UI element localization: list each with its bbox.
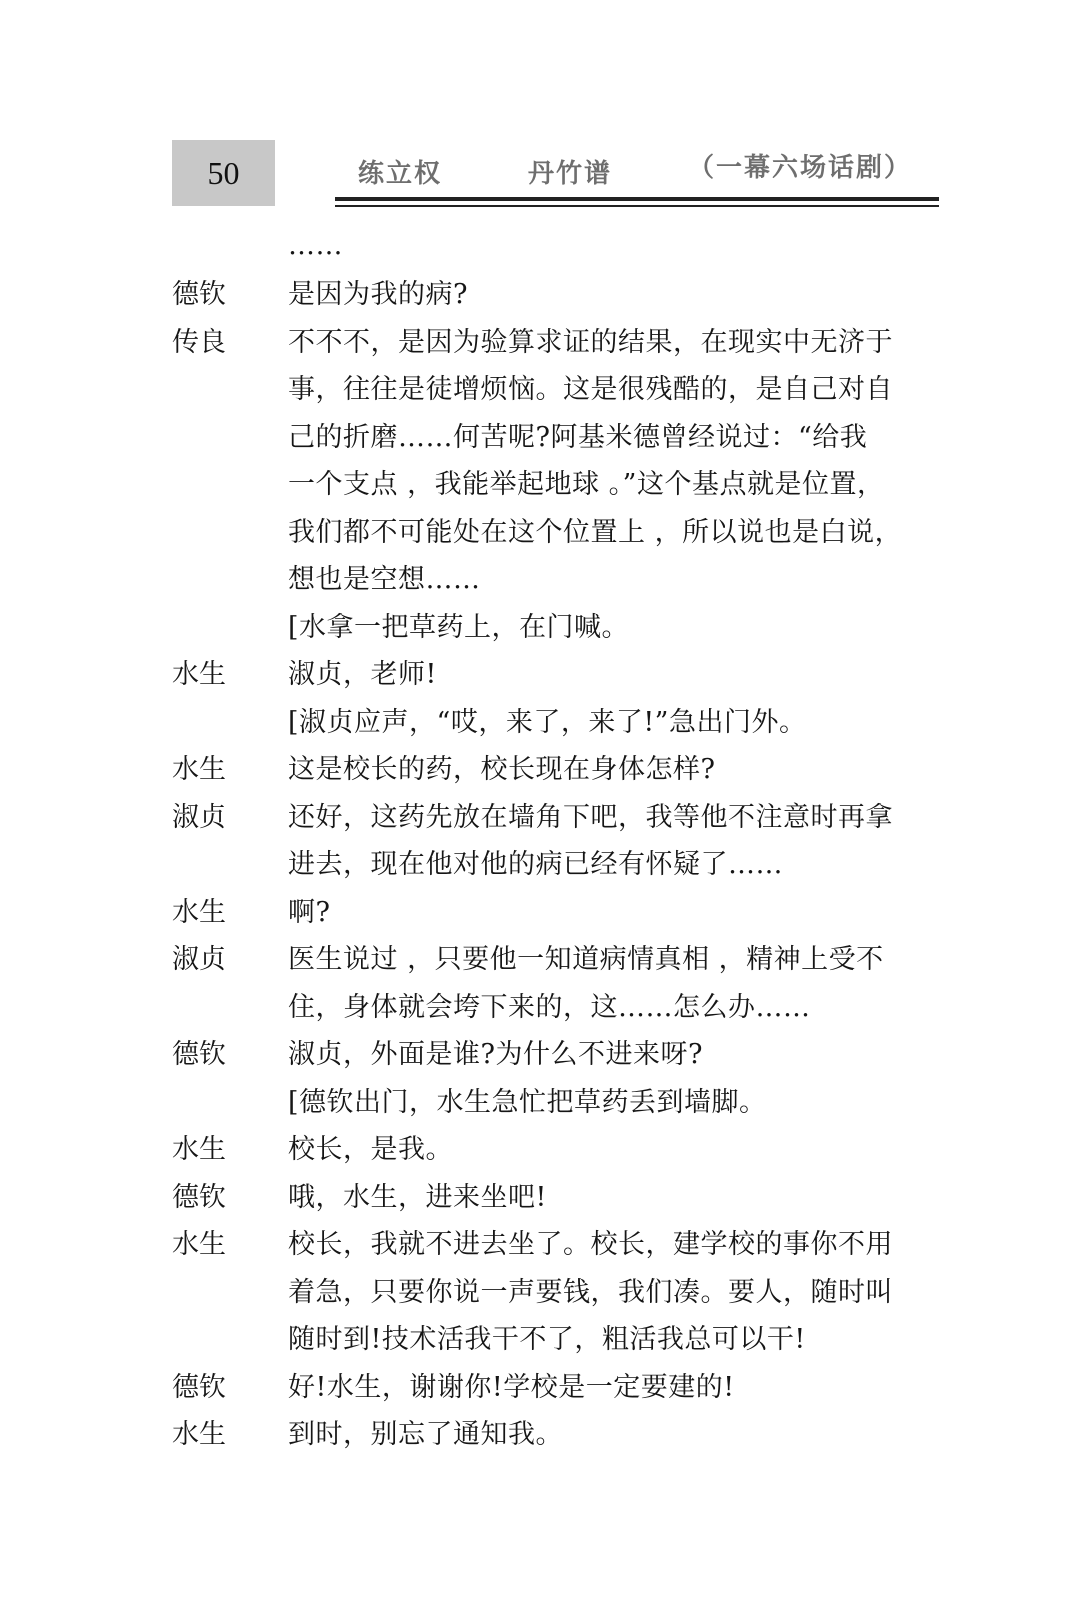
script-line: [172, 319, 962, 367]
header-rule-thin: [335, 205, 939, 207]
line-text: 己的折磨……何苦呢?阿基米德曾经说过：“给我: [288, 421, 868, 453]
script-line: [172, 794, 962, 842]
script-line: [172, 936, 962, 984]
line-text: 还好，这药先放在墙角下吧，我等他不注意时再拿: [288, 801, 893, 833]
line-text: 不不不，是因为验算求证的结果，在现实中无济于: [288, 326, 893, 358]
line-text: 是因为我的病?: [288, 279, 468, 310]
speaker-name: 水生: [172, 754, 226, 785]
speaker-name: 德钦: [172, 1039, 226, 1070]
speaker-name: 德钦: [172, 279, 226, 310]
line-text: 哦，水生，进来坐吧!: [288, 1181, 547, 1213]
line-text: 啊?: [288, 896, 331, 928]
script-line: [172, 1316, 962, 1364]
script-line: [172, 984, 962, 1032]
line-text: ……: [288, 230, 343, 261]
speaker-name: 德钦: [172, 1181, 226, 1213]
speaker-name: 淑贞: [172, 944, 226, 975]
speaker-name: 水生: [172, 896, 226, 928]
line-text: 随时到!技术活我干不了，粗活我总可以干!: [288, 1324, 806, 1355]
line-text: 一个支点 ，我能举起地球 。”这个基点就是位置，: [288, 469, 885, 500]
script-line: [172, 366, 962, 414]
script-line: [172, 271, 962, 319]
script-line: [172, 226, 962, 271]
speaker-name: 水生: [172, 1229, 226, 1260]
running-header: [358, 147, 938, 191]
script-line: [172, 651, 962, 699]
line-text: 事，往往是徒增烦恼。这是很残酷的，是自己对自: [288, 374, 893, 405]
speaker-name: 水生: [172, 1134, 226, 1165]
line-text: 到时，别忘了通知我。: [288, 1419, 563, 1450]
stage-direction: [172, 1079, 962, 1127]
script-line: [172, 1411, 962, 1459]
script-line: [172, 461, 962, 509]
speaker-name: 水生: [172, 659, 226, 690]
header-genre: （一幕六场话剧）: [688, 153, 913, 183]
header-book-title: 丹竹谱: [528, 159, 613, 189]
script-line: [172, 556, 962, 604]
line-text: [德钦出门，水生急忙把草药丢到墙脚。: [288, 1086, 767, 1118]
line-text: 淑贞，外面是谁?为什么不进来呀?: [288, 1039, 703, 1070]
speaker-name: 水生: [172, 1419, 226, 1450]
script-line: [172, 1364, 962, 1412]
line-text: 校长，是我。: [288, 1134, 453, 1165]
script-line: [172, 1269, 962, 1317]
line-text: 这是校长的药，校长现在身体怎样?: [288, 754, 716, 785]
script-line: [172, 1174, 962, 1222]
speaker-name: 传良: [172, 326, 226, 358]
line-text: 着急，只要你说一声要钱，我们凑。要人，随时叫: [288, 1276, 893, 1308]
line-text: 校长，我就不进去坐了。校长，建学校的事你不用: [288, 1229, 893, 1260]
stage-direction: [172, 604, 962, 652]
line-text: 淑贞，老师!: [288, 659, 437, 690]
script-line: [172, 414, 962, 462]
page-number: 50: [172, 140, 275, 206]
script-line: [172, 509, 962, 557]
line-text: [淑贞应声，“哎，来了，来了!”急出门外。: [288, 706, 807, 738]
script-line: [172, 1031, 962, 1079]
line-text: 我们都不可能处在这个位置上 ，所以说也是白说，: [288, 516, 903, 548]
speaker-name: 淑贞: [172, 801, 226, 833]
line-text: 想也是空想……: [288, 564, 481, 595]
line-text: 进去，现在他对他的病已经有怀疑了……: [288, 849, 783, 880]
header-rule-thick: [335, 197, 939, 201]
line-text: 住，身体就会垮下来的，这……怎么办……: [288, 991, 811, 1023]
speaker-name: 德钦: [172, 1371, 226, 1403]
stage-direction: [172, 699, 962, 747]
line-text: 好!水生，谢谢你!学校是一定要建的!: [288, 1371, 735, 1403]
script-line: [172, 889, 962, 937]
script-line: [172, 1221, 962, 1269]
header-author: 练立权: [358, 159, 443, 189]
line-text: 医生说过 ，只要他一知道病情真相 ，精神上受不: [288, 944, 884, 975]
line-text: [水拿一把草药上，在门喊。: [288, 611, 630, 643]
script-line: [172, 746, 962, 794]
script-body: [172, 226, 962, 1459]
script-line: [172, 841, 962, 889]
script-line: [172, 1126, 962, 1174]
